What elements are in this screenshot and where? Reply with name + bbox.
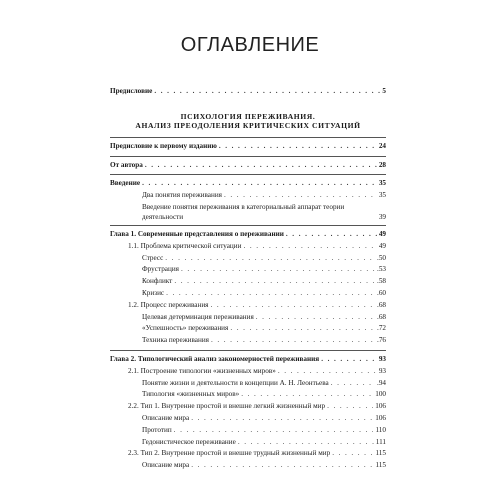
toc-entry-label: Конфликт [142, 277, 173, 286]
toc-entry-label: 2.1. Построение типологии «жизненных миров» [128, 366, 276, 375]
dot-leader [211, 335, 375, 347]
toc-entry-label: Описание мира [142, 461, 190, 470]
toc-entry-page: .94 [377, 378, 386, 387]
toc-entry-2-3[interactable] [110, 448, 386, 460]
toc-entry-label: Описание мира [142, 413, 190, 422]
toc-entry-page: .68 [377, 312, 386, 321]
toc-entry-page: .60 [377, 288, 386, 297]
dot-leader [331, 378, 375, 390]
toc-entry-label: Введение понятия переживания в категориальный аппарат теории деятельности [142, 202, 345, 221]
part-heading-line-2: АНАЛИЗ ПРЕОДОЛЕНИЯ КРИТИЧЕСКИХ СИТУАЦИЙ [135, 121, 361, 131]
dot-leader [145, 160, 377, 172]
toc-entry-page: 115 [375, 449, 386, 458]
toc-entry-label: Глава 2. Типологический анализ закономерностей переживания [110, 354, 320, 363]
toc-entry-label: Гедонистическое переживание [142, 437, 236, 446]
toc-entry-page: 28 [378, 160, 386, 169]
dot-leader [256, 312, 375, 324]
toc-entry-label: 1.1. Проблема критической ситуации [128, 241, 242, 250]
toc-entry-2-2[interactable] [110, 401, 386, 413]
toc-entry-stress[interactable] [110, 253, 386, 265]
toc-entry-label: От автора [110, 160, 143, 169]
toc-entry-page: 35 [378, 179, 386, 188]
toc-entry-page: 111 [375, 437, 386, 446]
toc-entry-chapter-1[interactable] [110, 229, 386, 241]
dot-leader [142, 178, 377, 190]
divider [110, 137, 386, 138]
divider [110, 174, 386, 175]
dot-leader [327, 401, 373, 413]
toc-entry-first-edition-preface[interactable] [110, 141, 386, 153]
dot-leader [332, 448, 373, 460]
dot-leader [241, 389, 373, 401]
toc-entry-introduction[interactable] [110, 178, 386, 190]
page-title: ОГЛАВЛЕНИЕ [180, 34, 320, 56]
toc-entry-label: Понятие жизни и деятельности в концепции А. Н. Леонтьева [142, 378, 329, 387]
toc-entry-page: 115 [375, 461, 386, 470]
toc-entry-page: .58 [377, 277, 386, 286]
dot-leader [278, 366, 377, 378]
divider [110, 225, 386, 226]
toc-entry-hedonistic[interactable] [110, 437, 386, 449]
dot-leader [321, 354, 377, 366]
dot-leader [191, 460, 373, 472]
dot-leader [154, 86, 380, 98]
toc-entry-label: Предисловие [110, 87, 153, 95]
dot-leader [165, 253, 375, 265]
toc-entry-page: 110 [375, 425, 386, 434]
toc-entry-2-1[interactable] [110, 366, 386, 378]
toc-entry-label: Целевая детерминация переживания [142, 312, 254, 321]
toc-entry-label: 1.2. Процесс переживания [128, 300, 209, 309]
dot-leader [191, 413, 373, 425]
toc-entry-page: 24 [378, 141, 386, 150]
dot-leader [224, 190, 377, 202]
toc-entry-page: 93 [378, 354, 386, 363]
toc-entry-1-1[interactable] [110, 241, 386, 253]
toc-entry-crisis[interactable] [110, 288, 386, 300]
toc-entry-from-author[interactable] [110, 160, 386, 172]
toc-entry-conflict[interactable] [110, 276, 386, 288]
toc-entry-technique[interactable] [110, 335, 386, 347]
dot-leader [238, 437, 374, 449]
toc-entry-page: 106 [375, 413, 386, 422]
toc-entry-world-description-2[interactable] [110, 460, 386, 472]
dot-leader [166, 288, 375, 300]
toc-entry-label: Два понятия переживания [142, 191, 222, 200]
dot-leader [286, 229, 377, 241]
table-of-contents [110, 86, 386, 472]
part-heading-line-1: ПСИХОЛОГИЯ ПЕРЕЖИВАНИЯ. [180, 111, 316, 121]
toc-entry-page: .72 [377, 324, 386, 333]
toc-entry-page: 49 [378, 229, 386, 238]
toc-entry-leontiev[interactable] [110, 378, 386, 390]
toc-entry-label: Типология «жизненных миров» [142, 390, 240, 399]
toc-entry-page: .76 [377, 336, 386, 345]
toc-entry-1-2[interactable] [110, 300, 386, 312]
dot-leader [219, 141, 377, 153]
toc-entry-two-concepts[interactable] [110, 190, 386, 202]
dot-leader [174, 425, 374, 437]
dot-leader [181, 264, 375, 276]
toc-entry-page: 35 [378, 191, 386, 200]
part-heading [110, 112, 386, 131]
toc-entry-page: .68 [377, 300, 386, 309]
toc-entry-label: Стресс [142, 253, 164, 262]
toc-entry-page: 49 [378, 241, 386, 250]
toc-entry-label: Предисловие к первому изданию [110, 141, 217, 150]
toc-entry-label: «Успешность» переживания [142, 324, 229, 333]
toc-entry-label: Техника переживания [142, 336, 209, 345]
toc-entry-page: 100 [375, 390, 386, 399]
toc-entry-typology-worlds[interactable] [110, 389, 386, 401]
toc-entry-label: Прототип [142, 425, 172, 434]
toc-entry-page: 106 [375, 402, 386, 411]
toc-entry-categorial-apparatus[interactable] [110, 202, 386, 222]
toc-entry-page: .53 [377, 265, 386, 274]
dot-leader [210, 300, 375, 312]
divider [110, 350, 386, 351]
dot-leader [174, 276, 375, 288]
dot-leader [230, 323, 375, 335]
toc-entry-preface[interactable] [110, 86, 386, 98]
toc-entry-page: 5 [382, 87, 386, 95]
dot-leader [243, 241, 376, 253]
toc-entry-page: 39 [378, 212, 386, 221]
toc-entry-label: 2.2. Тип 1. Внутренне простой и внешне легкий жизненный мир [128, 402, 326, 411]
toc-entry-label: Фрустрация [142, 265, 179, 274]
toc-entry-page: 93 [378, 366, 386, 375]
toc-entry-prototype[interactable] [110, 425, 386, 437]
toc-entry-page: .50 [377, 253, 386, 262]
toc-entry-label: Введение [110, 179, 141, 188]
toc-entry-label: Кризис [142, 288, 165, 297]
toc-entry-label: Глава 1. Современные представления о переживании [110, 229, 284, 238]
toc-entry-target-determination[interactable] [110, 312, 386, 324]
toc-entry-success[interactable] [110, 323, 386, 335]
divider [110, 156, 386, 157]
toc-entry-label: 2.3. Тип 2. Внутренне простой и внешне трудный жизненный мир [128, 449, 331, 458]
toc-entry-frustration[interactable] [110, 264, 386, 276]
toc-entry-world-description-1[interactable] [110, 413, 386, 425]
toc-entry-chapter-2[interactable] [110, 354, 386, 366]
